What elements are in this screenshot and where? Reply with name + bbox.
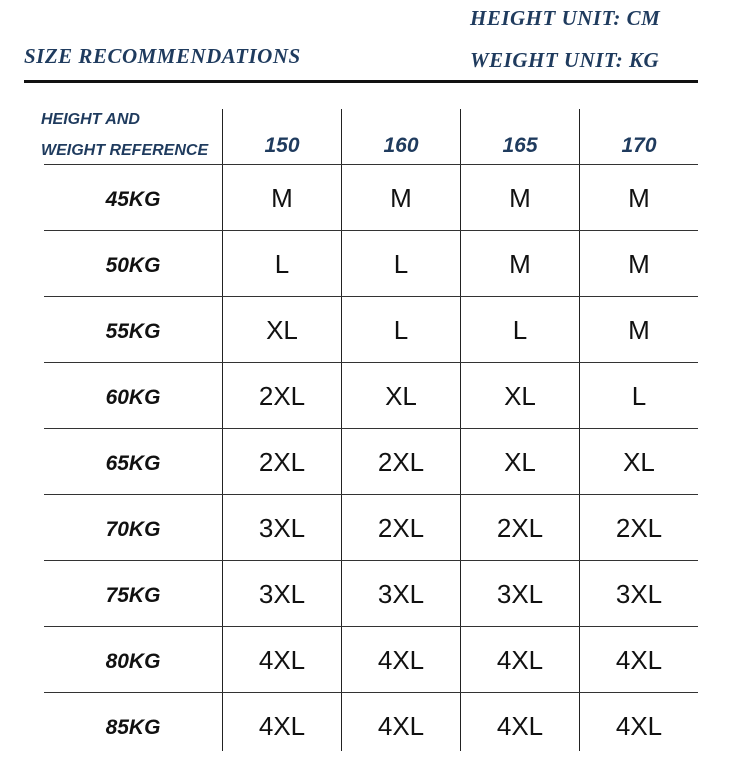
weight-unit-label: WEIGHT UNIT: KG [470,48,660,72]
corner-header [41,104,221,166]
weight-label: 55KG [105,320,161,343]
weight-label: 75KG [105,584,161,607]
size-cell: M [509,182,531,213]
table-row [0,561,730,627]
size-cell: 4XL [258,644,306,675]
header-divider [24,80,698,83]
size-cell: L [393,314,409,345]
weight-label: 65KG [105,452,161,475]
size-cell: XL [385,380,417,411]
size-cell: 3XL [496,578,544,609]
weight-label: 85KG [105,716,161,739]
size-cell: 4XL [496,644,544,675]
table-row [0,165,730,231]
table-row [0,627,730,693]
size-cell: XL [504,446,536,477]
size-cell: 4XL [377,710,425,741]
size-cell: XL [623,446,655,477]
weight-label: 60KG [105,386,161,409]
size-cell: M [390,182,412,213]
height-unit-label: HEIGHT UNIT: CM [470,6,661,30]
size-cell: M [628,248,650,279]
size-cell: L [512,314,528,345]
size-cell: 2XL [496,512,544,543]
table-row [0,693,730,759]
height-column-header: 150 [264,134,300,157]
size-cell: L [631,380,647,411]
size-cell: M [628,314,650,345]
size-cell: XL [504,380,536,411]
weight-label: 45KG [105,188,161,211]
size-cell: 2XL [258,446,306,477]
size-cell: 3XL [615,578,663,609]
height-column-header: 165 [502,134,538,157]
weight-label: 80KG [105,650,161,673]
table-row [0,495,730,561]
size-cell: M [271,182,293,213]
size-cell: 4XL [615,644,663,675]
table-row [0,363,730,429]
table-row [0,429,730,495]
size-cell: 4XL [258,710,306,741]
size-cell: 4XL [496,710,544,741]
size-cell: 3XL [258,512,306,543]
size-cell: L [393,248,409,279]
height-column-header: 160 [383,134,419,157]
page-title: SIZE RECOMMENDATIONS [24,44,301,68]
weight-label: 70KG [105,518,161,541]
table-row [0,231,730,297]
size-cell: XL [266,314,298,345]
size-cell: 2XL [615,512,663,543]
size-cell: 2XL [377,512,425,543]
size-cell: 2XL [258,380,306,411]
size-cell: 4XL [377,644,425,675]
height-column-header: 170 [621,134,657,157]
corner-header-line1: HEIGHT AND [41,111,140,128]
size-cell: M [509,248,531,279]
size-cell: 3XL [377,578,425,609]
size-cell: 3XL [258,578,306,609]
size-cell: M [628,182,650,213]
size-cell: L [274,248,290,279]
corner-header-line2: WEIGHT REFERENCE [41,142,209,159]
weight-label: 50KG [105,254,161,277]
size-cell: 2XL [377,446,425,477]
table-row [0,297,730,363]
size-cell: 4XL [615,710,663,741]
